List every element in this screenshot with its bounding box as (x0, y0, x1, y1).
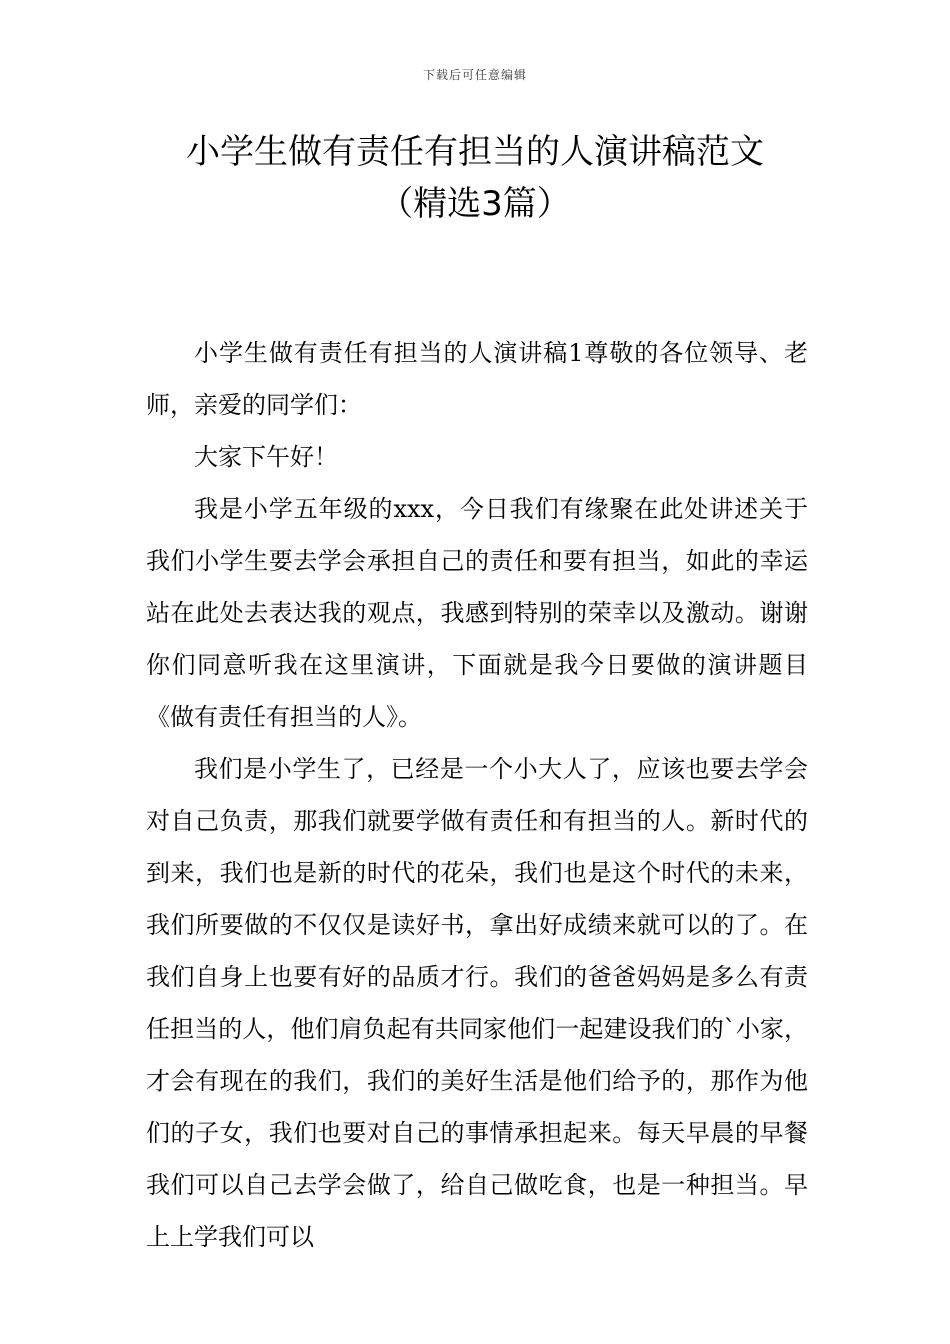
paragraph-4: 我们是小学生了，已经是一个小大人了，应该也要去学会对自己负责，那我们就要学做有责任和有担当的人。新时代的到来，我们也是新的时代的花朵，我们也是这个时代的未来，我们所要做的不仅仅是读好书，拿出好成绩来就可以的了。在我们自身上也要有好的品质才行。我们的爸爸妈妈是多么有责任担当的人，他们肩负起有共同家他们一起建设我们的`小家，才会有现在的我们，我们的美好生活是他们给予的，那作为他们的子女，我们也要对自己的事情承担起来。每天早晨的早餐我们可以自己去学会做了，给自己做吃食，也是一种担当。早上上学我们可以 (146, 755, 808, 1251)
header-note: 下载后可任意编辑 (422, 68, 527, 82)
title-line-2: （精选3篇） (379, 184, 571, 224)
paragraph-3: 我是小学五年级的xxx，今日我们有缘聚在此处讲述关于我们小学生要去学会承担自己的责任和要有担当，如此的幸运站在此处去表达我的观点，我感到特别的荣幸以及激动。谢谢你们同意听我在这里演讲，下面就是我今日要做的演讲题目《做有责任有担当的人》。 (146, 495, 808, 731)
document-title (100, 126, 850, 230)
document-body (146, 327, 808, 1263)
paragraph-1: 小学生做有责任有担当的人演讲稿1尊敬的各位领导、老师，亲爱的同学们： (146, 339, 808, 419)
paragraph-2: 大家下午好！ (194, 443, 338, 471)
title-line-1: 小学生做有责任有担当的人演讲稿范文 (186, 132, 764, 172)
